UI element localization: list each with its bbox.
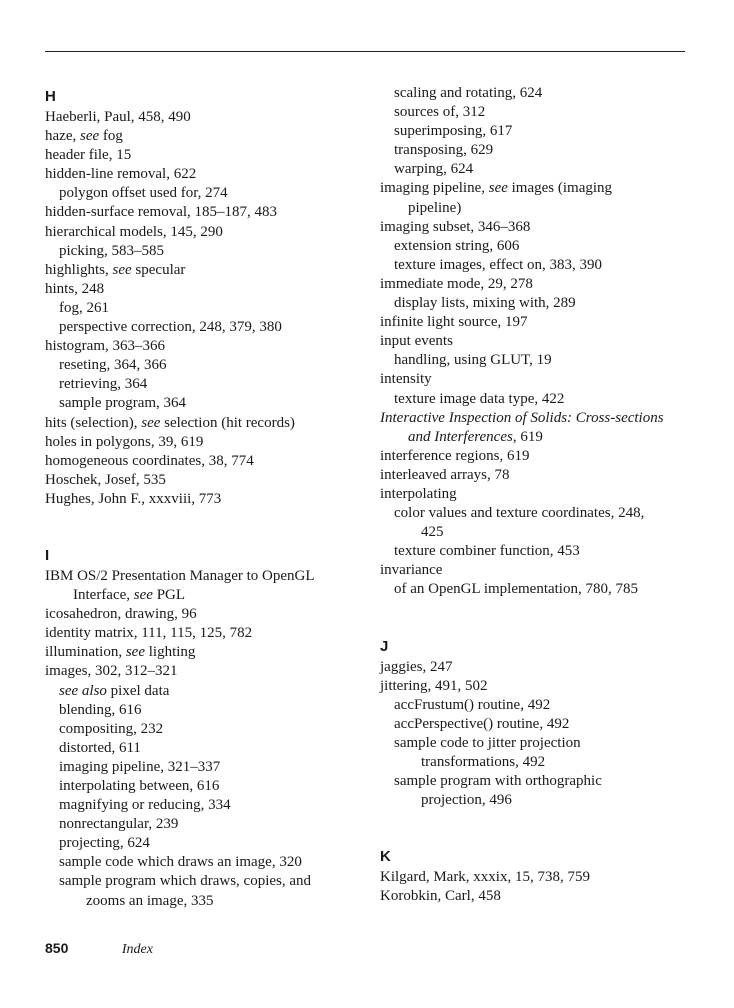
index-entry: Kilgard, Mark, xxxix, 15, 738, 759 bbox=[380, 869, 590, 886]
index-subentry-continuation: zooms an image, 335 bbox=[86, 892, 214, 909]
index-entry: hidden-line removal, 622 bbox=[45, 166, 197, 183]
index-subentry: sample code to jitter projection bbox=[394, 734, 581, 751]
index-entry: histogram, 363–366 bbox=[45, 338, 165, 355]
index-subentry: projecting, 624 bbox=[59, 835, 150, 852]
index-subentry: perspective correction, 248, 379, 380 bbox=[59, 319, 282, 336]
index-entry: hits (selection), see selection (hit records) bbox=[45, 414, 295, 431]
index-subentry: texture images, effect on, 383, 390 bbox=[394, 256, 602, 273]
index-entry: hierarchical models, 145, 290 bbox=[45, 223, 223, 240]
index-entry: illumination, see lighting bbox=[45, 644, 196, 661]
section-letter-i: I bbox=[45, 546, 50, 564]
section-letter-h: H bbox=[45, 88, 56, 105]
index-entry: highlights, see specular bbox=[45, 261, 186, 278]
index-entry: intensity bbox=[380, 371, 432, 388]
index-entry: imaging subset, 346–368 bbox=[380, 218, 531, 235]
index-entry: IBM OS/2 Presentation Manager to OpenGL bbox=[45, 567, 315, 584]
index-subentry: interpolating between, 616 bbox=[59, 778, 220, 794]
index-subentry: handling, using GLUT, 19 bbox=[394, 352, 552, 369]
index-subentry: sample program, 364 bbox=[59, 395, 187, 412]
index-subentry: nonrectangular, 239 bbox=[59, 816, 179, 833]
index-subentry: distorted, 611 bbox=[59, 739, 141, 756]
index-subentry: sources of, 312 bbox=[394, 104, 486, 121]
index-subentry: scaling and rotating, 624 bbox=[394, 85, 543, 101]
index-subentry: transposing, 629 bbox=[394, 142, 494, 159]
index-entry: imaging pipeline, see images (imaging bbox=[380, 180, 613, 197]
footer-label: Index bbox=[121, 942, 153, 957]
top-rule bbox=[45, 51, 685, 52]
index-subentry: retrieving, 364 bbox=[59, 376, 148, 393]
page-number: 850 bbox=[45, 940, 69, 956]
index-subentry-continuation: 425 bbox=[421, 524, 444, 541]
index-subentry: sample program with orthographic bbox=[394, 773, 602, 790]
index-entry-continuation: Interface, see PGL bbox=[73, 587, 186, 604]
index-entry: hidden-surface removal, 185–187, 483 bbox=[45, 204, 278, 221]
index-entry: interpolating bbox=[380, 485, 457, 502]
index-column-left bbox=[45, 84, 363, 911]
index-subentry: sample code which draws an image, 320 bbox=[59, 854, 302, 871]
index-entry: immediate mode, 29, 278 bbox=[380, 275, 533, 292]
index-subentry: color values and texture coordinates, 248, bbox=[394, 505, 645, 522]
index-subentry: texture combiner function, 453 bbox=[394, 543, 580, 560]
index-entry: Haeberli, Paul, 458, 490 bbox=[45, 109, 191, 125]
index-subentry: display lists, mixing with, 289 bbox=[394, 295, 576, 312]
index-entry: images, 302, 312–321 bbox=[45, 663, 178, 680]
index-subentry: polygon offset used for, 274 bbox=[59, 185, 228, 202]
section-letter-k: K bbox=[380, 848, 391, 866]
index-subentry: imaging pipeline, 321–337 bbox=[59, 758, 221, 775]
page-footer bbox=[45, 940, 153, 958]
index-subentry: magnifying or reducing, 334 bbox=[59, 797, 231, 814]
index-entry: jaggies, 247 bbox=[380, 658, 453, 675]
index-entry-continuation: pipeline) bbox=[408, 199, 462, 216]
index-entry: jittering, 491, 502 bbox=[380, 677, 488, 694]
index-subentry: accFrustum() routine, 492 bbox=[394, 696, 551, 713]
index-entry: invariance bbox=[380, 562, 443, 579]
index-entry: interference regions, 619 bbox=[380, 447, 530, 464]
index-subentry: superimposing, 617 bbox=[394, 123, 513, 140]
index-subentry: sample program which draws, copies, and bbox=[59, 873, 312, 890]
index-subentry: reseting, 364, 366 bbox=[59, 357, 167, 374]
index-subentry: see also pixel data bbox=[59, 682, 170, 699]
section-letter-j: J bbox=[380, 637, 389, 655]
index-subentry: blending, 616 bbox=[59, 701, 142, 718]
index-entry: haze, see fog bbox=[45, 128, 123, 145]
index-entry: Korobkin, Carl, 458 bbox=[380, 888, 501, 905]
index-entry: Hoschek, Josef, 535 bbox=[45, 471, 166, 488]
index-entry: identity matrix, 111, 115, 125, 782 bbox=[45, 625, 253, 642]
index-subentry: extension string, 606 bbox=[394, 237, 520, 254]
index-entry: holes in polygons, 39, 619 bbox=[45, 433, 204, 450]
index-entry: icosahedron, drawing, 96 bbox=[45, 606, 197, 623]
index-entry: homogeneous coordinates, 38, 774 bbox=[45, 452, 254, 469]
index-entry: Hughes, John F., xxxviii, 773 bbox=[45, 490, 222, 507]
index-subentry-continuation: transformations, 492 bbox=[421, 754, 546, 770]
index-subentry: picking, 583–585 bbox=[59, 242, 164, 259]
index-entry: input events bbox=[380, 333, 453, 350]
index-entry: interleaved arrays, 78 bbox=[380, 466, 510, 483]
index-column-right bbox=[380, 84, 690, 906]
index-subentry: warping, 624 bbox=[394, 161, 474, 178]
index-subentry: accPerspective() routine, 492 bbox=[394, 715, 570, 732]
index-subentry: texture image data type, 422 bbox=[394, 390, 565, 407]
index-entry-continuation: and Interferences, 619 bbox=[408, 428, 543, 445]
index-entry: header file, 15 bbox=[45, 147, 132, 164]
index-subentry: compositing, 232 bbox=[59, 720, 164, 737]
index-entry: Interactive Inspection of Solids: Cross-sections bbox=[380, 409, 664, 426]
index-entry: hints, 248 bbox=[45, 280, 105, 297]
index-subentry: of an OpenGL implementation, 780, 785 bbox=[394, 581, 638, 598]
index-entry: infinite light source, 197 bbox=[380, 314, 528, 331]
index-subentry: fog, 261 bbox=[59, 299, 109, 316]
index-subentry-continuation: projection, 496 bbox=[421, 792, 512, 809]
